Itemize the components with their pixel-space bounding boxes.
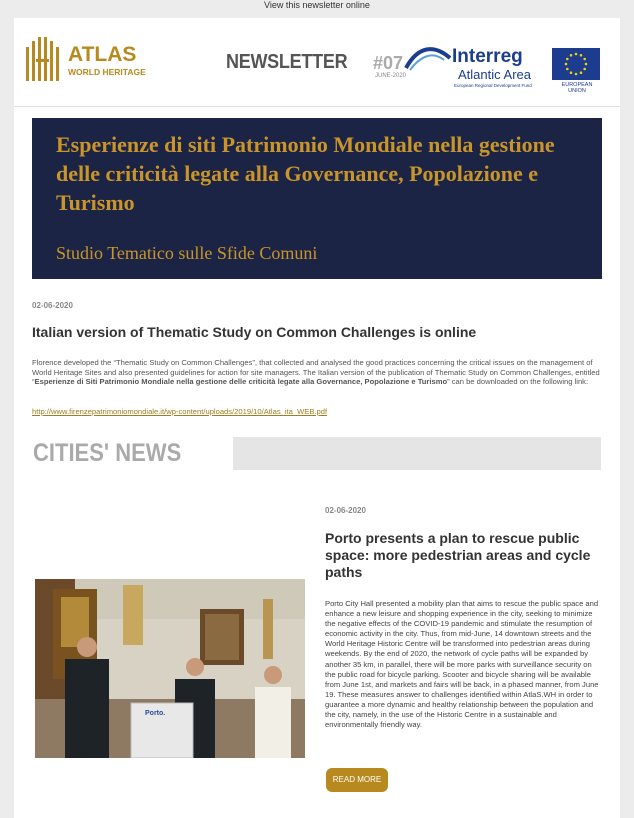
- eu-label: EUROPEAN UNION: [561, 82, 593, 94]
- svg-text:Atlantic Area: Atlantic Area: [458, 67, 531, 82]
- read-more-button[interactable]: READ MORE: [326, 768, 388, 792]
- article-body-text: Florence developed the “Thematic Study on Common Challenges”, that collected and analysed the good practices concerning the critical issues on the management of World Heritage Sites and also presented guidelines for action for site managers. The Italian version of the publication of Thematic Study on Common Challenges, entitled “: [32, 358, 600, 387]
- news-date: 02-06-2020: [325, 506, 366, 515]
- issue-number: #07: [373, 53, 404, 73]
- article-body-text-end: ” can be downloaded on the following link:: [447, 377, 589, 387]
- download-link[interactable]: http://www.firenzepatrimoniomondiale.it/wp-content/uploads/2019/10/Atlas_ita_WEB.pdf: [32, 407, 328, 416]
- news-title[interactable]: Porto presents a plan to rescue public space: more pedestrian areas and cycle paths: [325, 530, 591, 580]
- article-date: 02-06-2020: [32, 301, 73, 310]
- issue-date: JUNE-2020: [374, 73, 406, 79]
- interreg-atlantic-area-logo[interactable]: [404, 40, 552, 90]
- header: [14, 18, 620, 107]
- article-body-bold: Esperienze di Siti Patrimonio Mondiale nella gestione delle criticità legate alla Governance, Popolazione e Turismo: [34, 377, 448, 387]
- newsletter-label: NEWSLETTER: [226, 51, 348, 73]
- svg-text:Porto.: Porto.: [145, 710, 166, 717]
- atlas-world-heritage-logo[interactable]: [24, 37, 146, 87]
- porto-press-photo[interactable]: [35, 579, 305, 758]
- newsletter-heading: [226, 51, 406, 79]
- article-title[interactable]: Italian version of Thematic Study on Common Challenges is online: [32, 324, 477, 340]
- eu-flag-icon: [552, 48, 600, 80]
- svg-text:ATLAS: ATLAS: [68, 43, 137, 66]
- section-title: CITIES' NEWS: [33, 439, 182, 467]
- newsletter-container: [14, 18, 620, 818]
- news-body: Porto City Hall presented a mobility plan that aims to rescue the public space and enhance a new leisure and shopping experience in the city, seeking to minimize the negative effects of the COVID-19 pandemic and stimulate the resumption of economic activity in the city. Thus, from mid-June, 14 downtown streets and the World Heritage Historic Centre will be transformed into pedestrian areas during weekends. By the end of 2020, the network of cycle paths will be expanded by another 35 km, in parallel, there will be more parks with surveillance security on the public road for bicycle parking. Scooter and bicycle sharing will be available from June 1st, and markets and fairs will be back, in a phased manner, from June 19. These measures answer to challenges identified within AtlaS.WH in order to guarantee a more dynamic and healthy relationship between the population and the city, namely, in the use of the Historic Centre in a sustainable and environmentally friendly way.: [325, 599, 599, 730]
- eu-logo: [552, 48, 602, 94]
- article-body: [32, 358, 602, 387]
- section-divider-bar: [233, 437, 601, 470]
- view-online-bar: [0, 0, 634, 18]
- svg-text:European Regional Development: European Regional Development Fund: [454, 83, 532, 88]
- banner-subtitle: Studio Tematico sulle Sfide Comuni: [56, 243, 318, 263]
- svg-text:WORLD HERITAGE: WORLD HERITAGE: [68, 67, 146, 77]
- banner-title: Esperienze di siti Patrimonio Mondiale nella gestione delle criticità legate alla Governance, Popolazione e Turismo: [56, 132, 555, 215]
- thematic-study-banner[interactable]: [32, 118, 602, 279]
- view-online-link[interactable]: View this newsletter online: [264, 0, 370, 10]
- svg-text:Interreg: Interreg: [452, 46, 523, 67]
